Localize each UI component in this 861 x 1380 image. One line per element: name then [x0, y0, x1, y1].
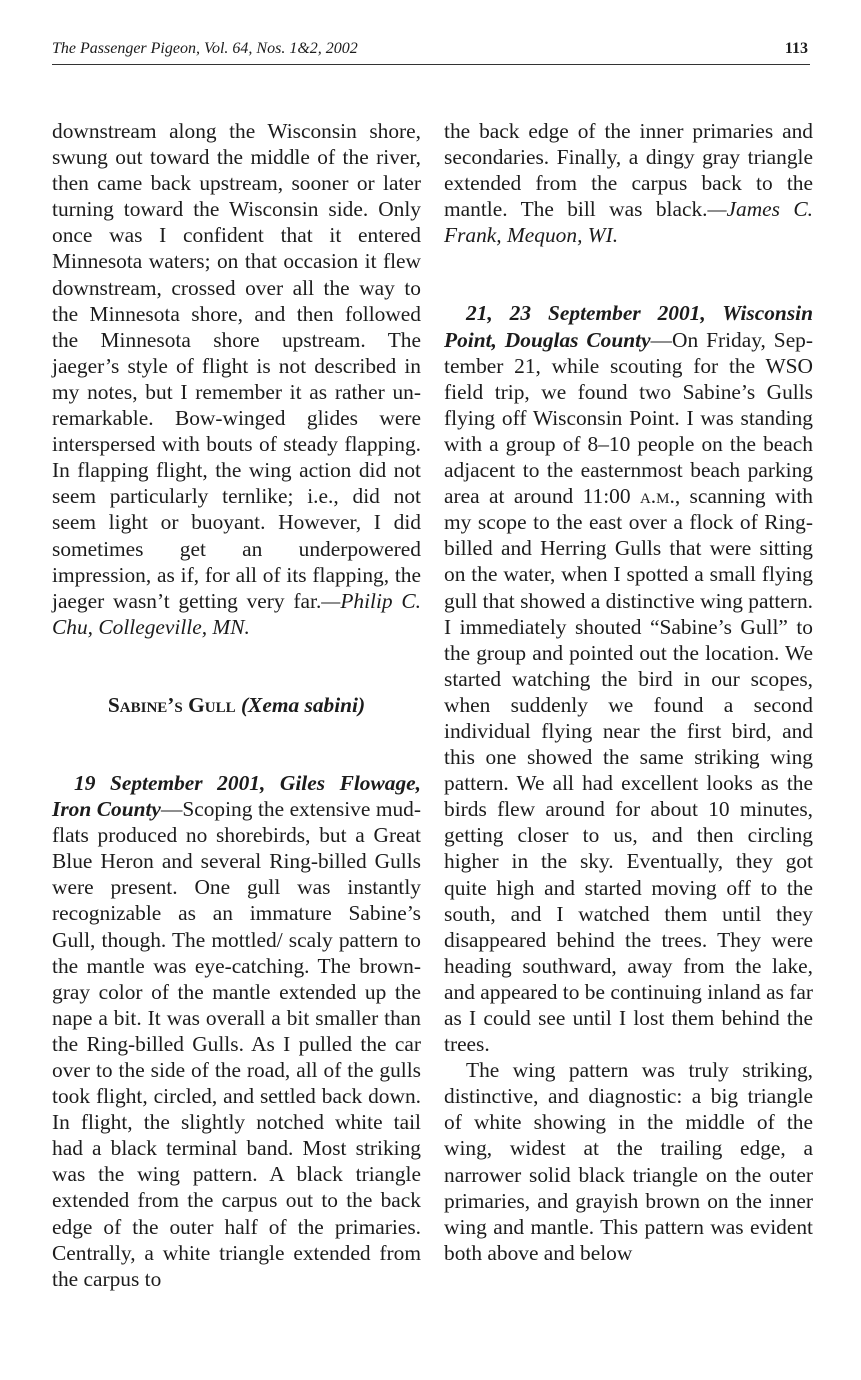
account-dateline: 19 September 2001, Giles Flowage, Iron County — [52, 770, 421, 822]
paragraph-text: the back edge of the inner primaries and secondaries. Finally, a dingy gray triangle extended from the carpus back to the mantle. The bill was black. — [444, 119, 813, 222]
time-abbreviation: a.m. — [639, 484, 675, 509]
observer-signature: —Philip C. Chu, Collegeville, MN. — [52, 588, 421, 639]
paragraph-text: The wing pattern was truly striking, distinctive, and diagnostic: a big triangle of white showing in the middle of the wing, widest at the trailing edge, a narrower solid black triangle on the outer primaries, and grayish brown on the inner wing and mantle. This pattern was evident both above and below — [444, 1058, 813, 1265]
paragraph-text: —On Friday, September 21, while scouting for the WSO field trip, we found two Sabine’s Gulls flying off Wisconsin Point. I was standing with a group of 8–10 people on the beach adjacent to the easternmost beach parking area at around 11:00 — [444, 327, 814, 509]
paragraph-text: —Scoping the extensive mudflats produced no shorebirds, but a Great Blue Heron and several Ring-billed Gulls were present. One gull was instantly recognizable as an immature Sabine’s Gull, though. The mottled/ scaly pattern to the mantle was eye-catching. The brown-gray color of the mantle extended up the nape a bit. It was overall a bit smaller than the Ring-billed Gulls. As I pulled the car over to the side of the road, all of the gulls took flight, circled, and settled back down. In flight, the slightly notched white tail had a black terminal band. Most striking was the wing pattern. A black triangle extended from the carpus out to the back edge of the outer half of the primaries. Centrally, a white triangle extended from the carpus to — [52, 797, 421, 1291]
jaeger-account-end — [52, 118, 421, 640]
left-column — [52, 118, 421, 1292]
species-heading — [52, 692, 421, 718]
account-dateline: 21, 23 September 2001, Wisconsin Point, Douglas County — [444, 301, 813, 352]
observer-signature: —James C. Frank, Mequon, WI. — [444, 197, 813, 248]
wing-pattern-paragraph — [444, 1057, 813, 1266]
page-number: 113 — [784, 40, 808, 57]
journal-title: The Passenger Pigeon, Vol. 64, Nos. 1&2, 2002 — [52, 40, 358, 57]
running-header — [52, 38, 810, 65]
paragraph-text: , scanning with my scope to the east over a flock of Ring-billed and Herring Gulls that were sitting on the water, when I spotted a small flying gull that showed a distinctive wing pattern. I immediately shouted “Sabine’s Gull” to the group and pointed out the location. We started watching the bird in our scopes, when suddenly we found a second individual flying near the first bird, and this one showed the same striking wing pattern. We all had excellent looks as the birds flew around for about 10 minutes, getting closer to us, and then circling higher in the sky. Eventually, they got quite high and started moving off to the south, and I watched them until they disappeared behind the trees. They were heading southward, away from the lake, and appeared to be continuing inland as far as I could see until I lost them behind the trees. — [444, 484, 814, 1057]
species-common-name: Sabine’s Gull — [107, 692, 236, 717]
paragraph-text: downstream along the Wisconsin shore, swung out toward the middle of the river, then came back upstream, sooner or later turning toward the Wisconsin side. Only once was I confident that it entered Minnesota waters; on that occasion it flew downstream, crossed over all the way to the Minnesota shore, and then followed the Minnesota shore upstream. The jaeger’s style of flight is not described in my notes, but I remember it as rather unremarkable. Bow-winged glides were interspersed with bouts of steady flapping. In flapping flight, the wing action did not seem particularly ternlike; i.e., did not seem light or buoyant. However, I did sometimes get an underpowered impression, as if, for all of its flapping, the jaeger wasn’t getting very far. — [52, 119, 421, 613]
wisconsin-point-account — [444, 300, 813, 1057]
right-column — [444, 118, 813, 1266]
giles-flowage-account — [52, 770, 421, 1292]
species-latin-name: (Xema sabini) — [240, 692, 366, 717]
giles-flowage-account-end — [444, 118, 813, 248]
